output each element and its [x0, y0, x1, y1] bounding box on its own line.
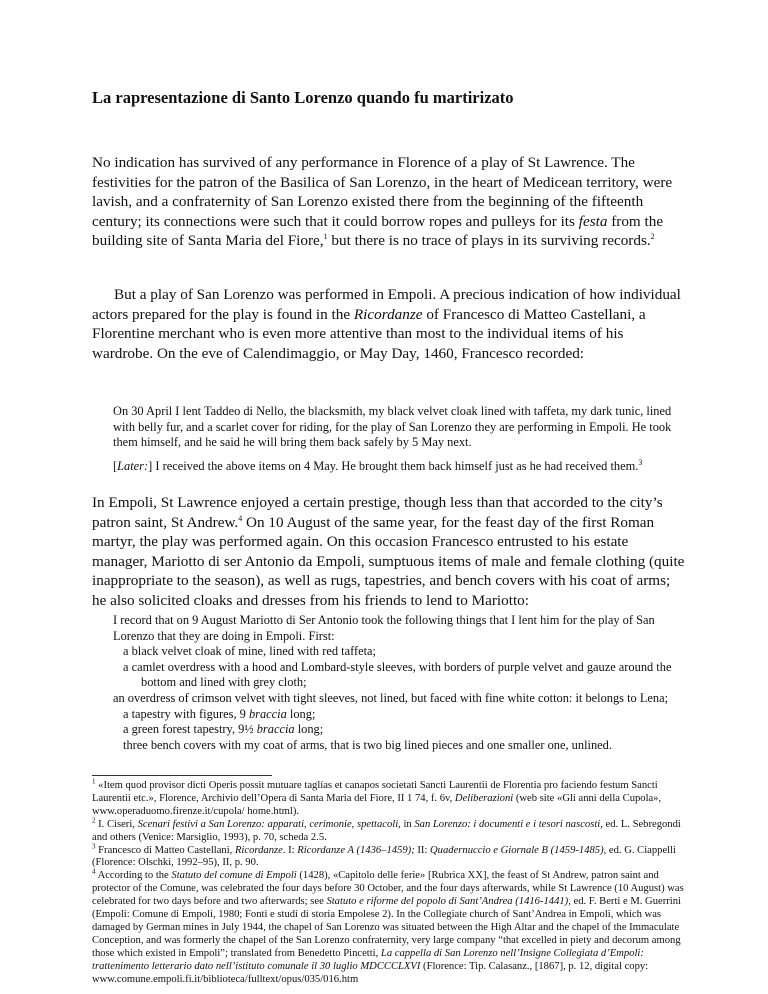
footnote-ref-2[interactable]: 2	[650, 232, 655, 242]
footnote-text: I. Ciseri,	[95, 818, 138, 830]
footnote-divider	[92, 775, 272, 776]
paragraph-2-text-a: But a play of San Lorenzo was performed in Empoli. A precious indication of how individual actors prepared for the play is found in the	[92, 286, 681, 323]
footnotes	[92, 777, 688, 987]
page-title: La rapresentazione di Santo Lorenzo quando fu martirizato	[92, 88, 514, 107]
footnote-ref-1[interactable]: 1	[323, 232, 328, 242]
footnote-text: According to the	[95, 870, 172, 882]
quote-3-intro: I record that on 9 August Mariotto di Ser Antonio took the following things that I lent him for the play of San Lorenzo that they are doing in Empoli. First:	[113, 613, 655, 643]
footnote-ref-3[interactable]: 3	[638, 457, 643, 467]
braccia-term: braccia	[248, 706, 287, 721]
paragraph-1-text-c: but there is no trace of plays in its surviving records.	[327, 232, 651, 250]
footnote-number: 1	[92, 777, 96, 786]
list-item: a black velvet cloak of mine, lined with red taffeta;	[123, 644, 376, 659]
paragraph-3-text-b: On 10 August of the same year, for the feast day of the first Roman martyr, the play was performed again. On this occasion Francesco entrusted to his estate manager, Mariotto di ser Antonio da Empoli, sumptuous items of male and female clothing (quite inappropriate to the season), as well as rugs, tapestries, and bench covers with his coat of arms; he also solicited cloaks and dresses from his friends to lend to Mariotto:	[92, 513, 685, 609]
list-item-text: a tapestry with figures, 9	[123, 706, 249, 721]
paragraph-2	[92, 285, 686, 363]
footnote-italic: Statuto e riforme del popolo di Sant’Andrea (1416-1441),	[326, 896, 571, 908]
list-item-text: an overdress of crimson velvet with tight sleeves, not lined, but faced with fine white cotton: it belongs to Lena;	[113, 690, 669, 705]
festa-term: festa	[578, 212, 608, 230]
list-item	[113, 707, 693, 723]
footnote-italic: Quadernuccio e Giornale B (1459-1485),	[430, 844, 607, 856]
list-item	[113, 691, 693, 707]
footnote-2	[92, 816, 688, 845]
list-item-text: a green forest tapestry, 9½	[123, 722, 257, 737]
footnote-text: Francesco di Matteo Castellani,	[95, 844, 235, 856]
footnote-1	[92, 777, 688, 819]
footnote-text: . I:	[282, 844, 298, 856]
list-item-text: long;	[286, 706, 316, 721]
later-label: Later:	[117, 459, 149, 473]
footnote-text: (Florence: Tip. Calasanz., [1867], p. 12, digital copy: www.comune.empoli.fi.it/biblioteca/fulltext/opus/035/016.htm	[92, 960, 649, 985]
footnote-number: 2	[92, 816, 96, 825]
footnote-number: 4	[92, 867, 96, 876]
footnote-number: 3	[92, 842, 96, 850]
footnote-text: (1428), «Capitolo delle ferie» [Rubrica XX], the feast of St Andrew, patron saint and protector of the Comune, was celebrated the four days before 30 October, and the four days afterwards, while St Lawrence (10 August) was celebrated for two days before and two afterwards; see	[92, 870, 684, 908]
braccia-term: braccia	[256, 722, 295, 737]
footnote-text: ed. G. Ciappelli (Florence: Olschki, 1992–95), II, p. 90.	[92, 844, 676, 869]
footnote-text: II:	[414, 844, 431, 856]
footnote-3	[92, 842, 688, 871]
paragraph-3	[92, 493, 686, 611]
footnote-italic: Deliberazioni	[454, 792, 514, 804]
block-quote-2: [Later:] I received the above items on 4 May. He brought them back himself just as he had received them.$^3$	[113, 457, 643, 473]
list-item	[113, 722, 693, 738]
list-item: three bench covers with my coat of arms, that is two big lined pieces and one smaller one, unlined.	[123, 737, 612, 752]
footnote-text: «Item quod provisor dicti Operis possit mutuare taglías et canapos societati Sancti Laurentii de Florentia pro faciendo festum Sancti Laurentii etc.», Florence, Archivio dell’Opera di Santa Maria del Fiore, II 1 74, f. 6v,	[92, 780, 658, 804]
list-item-text: long;	[294, 722, 324, 737]
block-quote-2-text: I received the above items on 4 May. He brought them back himself just as he had received them.	[152, 459, 639, 473]
paragraph-2-text-b: of Francesco di Matteo Castellani, a Florentine merchant who is even more attentive than most to the individual items of his wardrobe. On the eve of Calendimaggio, or May Day, 1460, Francesco recorded:	[92, 305, 646, 362]
block-quote-3	[113, 613, 693, 753]
footnote-text: ed. L. Sebregondi and others (Venice: Marsiglio, 1993), p. 70, scheda 2.5.	[92, 818, 681, 843]
paragraph-3-text-a: In Empoli, St Lawrence enjoyed a certain prestige, though less than that accorded to the city’s patron saint, St Andrew.	[92, 494, 663, 531]
footnote-ref-4[interactable]: 4	[238, 513, 243, 523]
list-item: a camlet overdress with a hood and Lombard-style sleeves, with borders of purple velvet and gauze around the bottom and lined with grey cloth;	[123, 659, 672, 690]
footnote-italic: La cappella di San Lorenzo nell’Insigne Collegiata d’Empoli: trattenimento letterario dato nell’istituto comunale il 30 luglio MDCCCLXVI	[92, 947, 644, 972]
footnote-text: ed. F. Berti e M. Guerrini (Empoli: Comune di Empoli, 1980; Fonti e studi di storia Empolese 2). In the Collegiate church of Sant’Andrea in Empoli, which was damaged by German mines in July 1944, the chapel of San Lorenzo was situated between the High Altar and the chapel of the Immaculate Conception, and was formerly the chapel of the San Lorenzo confraternity, very large company “that excelled in piety and decorum among those which existed in Empoli”; translated from Benedetto Pincetti,	[92, 896, 681, 959]
footnote-4	[92, 867, 688, 986]
footnote-italic: Ricordanze A (1436–1459);	[297, 844, 415, 856]
block-quote-1: On 30 April I lent Taddeo di Nello, the blacksmith, my black velvet cloak lined with taffeta, my dark tunic, lined with belly fur, and a scarlet cover for riding, for the play of San Lorenzo they are performing in Empoli. He took them himself, and he said he will bring them back safely by 5 May next.	[113, 404, 672, 450]
paragraph-1-text-b: from the building site of Santa Maria del Fiore,	[92, 212, 664, 250]
ricordanze-title: Ricordanze	[353, 305, 423, 323]
footnote-italic: Scenari festivi a San Lorenzo: apparati, cerimonie, spettacoli	[137, 818, 399, 830]
footnote-text: , in	[398, 818, 415, 830]
footnote-italic: Statuto del comune di Empoli	[171, 870, 297, 882]
paragraph-1	[92, 153, 686, 251]
footnote-text: (web site «Gli anni della Cupola», www.operaduomo.firenze.it/cupola/ home.html).	[92, 792, 662, 817]
paragraph-1-text-a: No indication has survived of any performance in Florence of a play of St Lawrence. The festivities for the patron of the Basilica of San Lorenzo, in the heart of Medicean territory, were lavish, and a confraternity of San Lorenzo existed there from the beginning of the fifteenth century; its connections were such that it could borrow ropes and pulleys for its	[92, 154, 673, 230]
footnote-italic: Ricordanze	[234, 844, 283, 856]
footnote-italic: San Lorenzo: i documenti e i tesori nascosti,	[414, 818, 603, 830]
